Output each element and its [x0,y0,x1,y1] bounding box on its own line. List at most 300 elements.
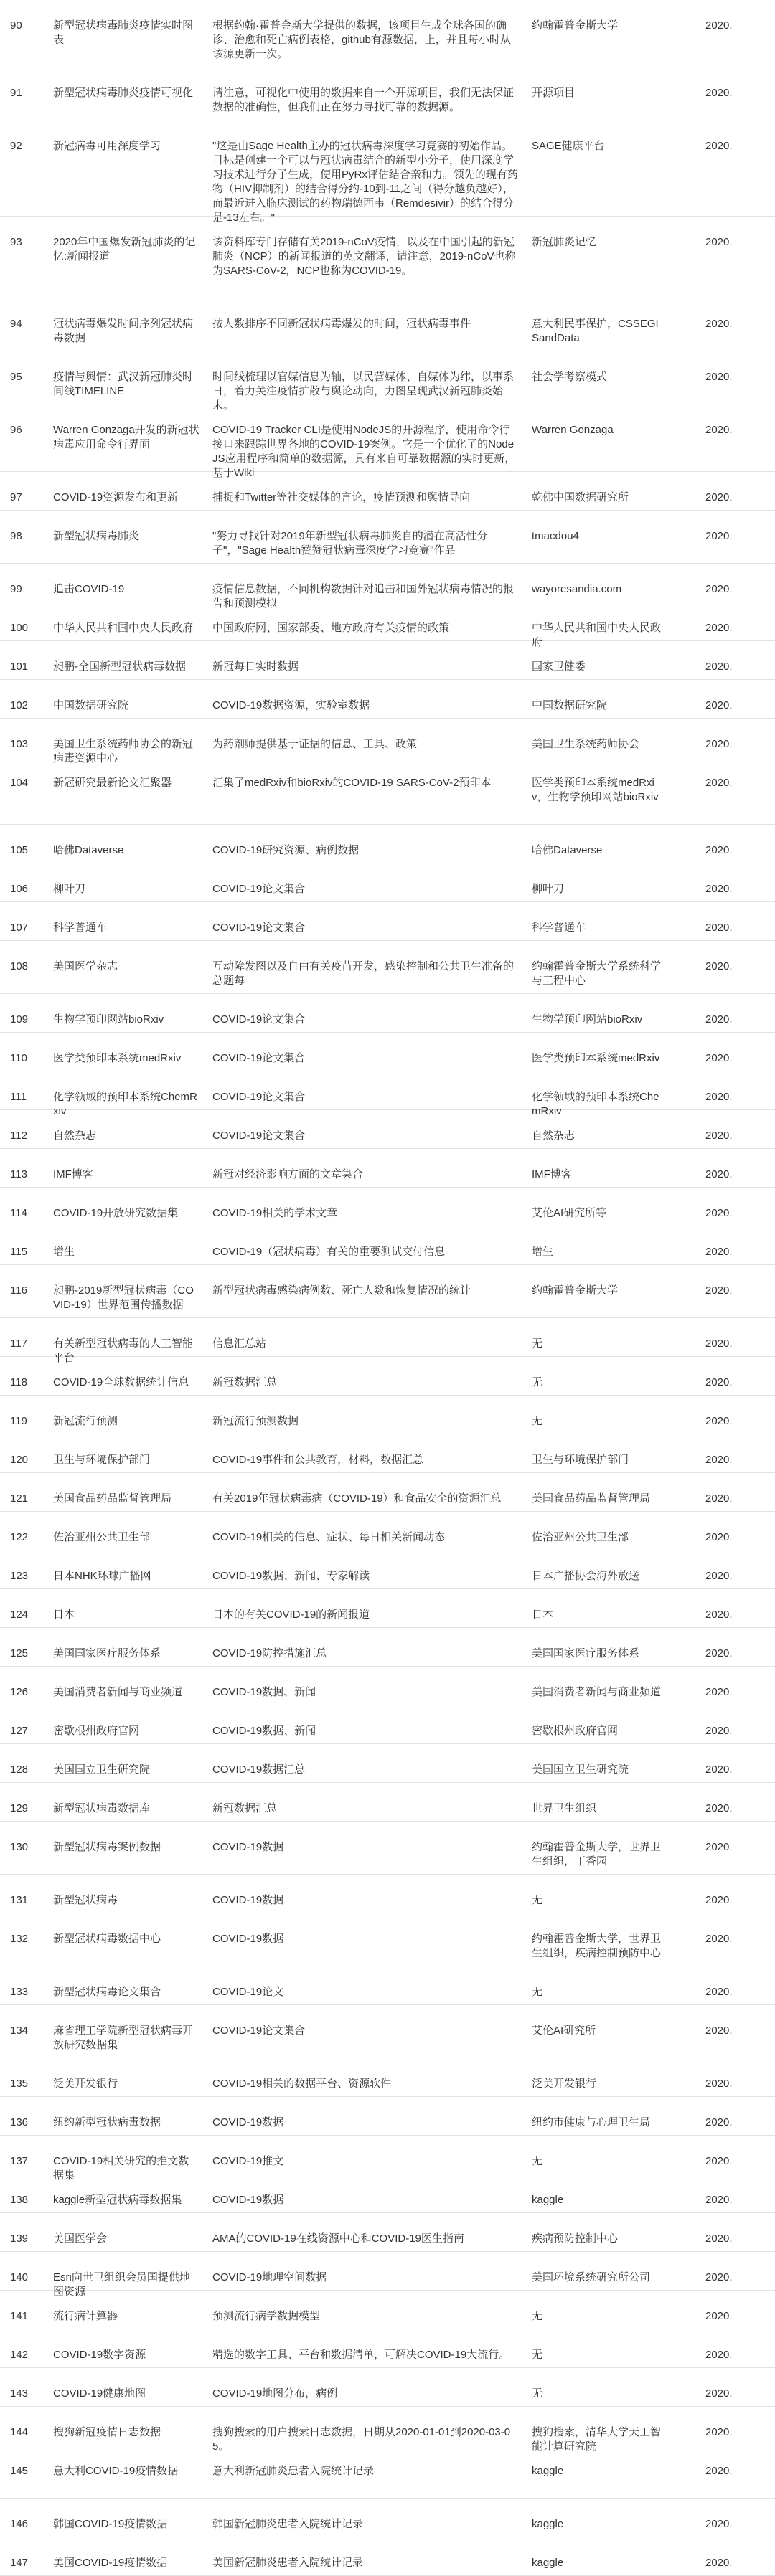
table-row [0,1705,775,1744]
dataset-date: 2020. [705,2349,733,2361]
dataset-description: COVID-19（冠状病毒）有关的重要测试交付信息 [212,1246,446,1258]
row-number: 91 [10,87,22,99]
dataset-source: 纽约市健康与心理卫生局 [532,2116,651,2128]
dataset-source: 医学类预印本系统medRxiv，生物学预印网站bioRxiv [532,777,659,803]
dataset-date: 2020. [705,491,733,503]
dataset-source: 无 [532,2349,543,2361]
table-row [0,2097,775,2136]
dataset-date: 2020. [705,2155,733,2167]
dataset-date: 2020. [705,2465,733,2477]
dataset-description: 汇集了medRxiv和bioRxiv的COVID-19 SARS-CoV-2预印本 [212,777,492,789]
dataset-description: COVID-19数据 [212,1894,284,1906]
dataset-date: 2020. [705,1337,733,1350]
row-number: 104 [10,777,29,789]
table-row [0,298,775,351]
dataset-name: 中华人民共和国中央人民政府 [53,622,194,634]
table-row [0,1875,775,1913]
dataset-source: 卫生与环境保护部门 [532,1454,629,1466]
table-row [0,1396,775,1434]
dataset-description: COVID-19数据、新闻 [212,1686,316,1698]
dataset-name: 生物学预印网站bioRxiv [53,1013,164,1026]
dataset-name: 密歇根州政府官网 [53,1725,140,1737]
dataset-description: COVID-19事件和公共教育，材料，数据汇总 [212,1454,424,1466]
dataset-description: 按人数排序不同新冠状病毒爆发的时间，冠状病毒事件 [212,318,471,330]
dataset-description: 新冠每日实时数据 [212,660,299,673]
table-row [0,217,775,298]
dataset-description: 新冠对经济影响方面的文章集合 [212,1168,364,1180]
dataset-name: 化学领域的预印本系统ChemRxiv [53,1091,197,1117]
dataset-name: 佐治亚州公共卫生部 [53,1531,151,1543]
dataset-name: 疫情与舆情：武汉新冠肺炎时间线TIMELINE [53,371,194,397]
dataset-date: 2020. [705,2116,733,2128]
row-number: 100 [10,622,29,634]
dataset-name: IMF博客 [53,1168,93,1180]
dataset-source: 无 [532,1415,543,1427]
table-row [0,1589,775,1628]
row-number: 109 [10,1013,29,1026]
dataset-name: 自然杂志 [53,1130,97,1142]
row-number: 112 [10,1130,27,1142]
dataset-source: 新冠肺炎记忆 [532,236,597,248]
dataset-date: 2020. [705,1841,733,1853]
dataset-source: 哈佛Dataverse [532,844,603,856]
dataset-date: 2020. [705,1052,733,1064]
dataset-name: 纽约新型冠状病毒数据 [53,2116,161,2128]
table-row [0,941,775,994]
dataset-description: 信息汇总站 [212,1337,267,1350]
table-row [0,902,775,941]
dataset-description: COVID-19论文集合 [212,1052,306,1064]
dataset-name: 有关新型冠状病毒的人工智能平台 [53,1337,194,1364]
row-number: 140 [10,2271,29,2283]
row-number: 132 [10,1933,29,1945]
dataset-name: COVID-19全球数据统计信息 [53,1376,189,1388]
dataset-date: 2020. [705,2194,733,2206]
dataset-name: 麻省理工学院新型冠状病毒开放研究数据集 [53,2025,194,2051]
table-row [0,680,775,719]
dataset-description: 新冠流行预测数据 [212,1415,299,1427]
dataset-name: 美国医学杂志 [53,960,118,972]
dataset-name: 美国消费者新闻与商业频道 [53,1686,183,1698]
dataset-date: 2020. [705,738,733,750]
dataset-date: 2020. [705,922,733,934]
row-number: 130 [10,1841,29,1853]
dataset-description: "这是由Sage Health主办的冠状病毒深度学习竞赛的初始作品。目标是创建一个可以与冠状病毒结合的新型小分子，使用深度学习技术进行分子生成，使用PyRx评估结合亲和力。领先的现有药物（HIV抑制剂）的结合得分约-10到-11之间（得分越负越好），而最近进入临床测试的药物瑞德西韦（Remdesivir）的结合得分是-13左右。" [212,140,518,224]
dataset-name: 新冠研究最新论文汇聚器 [53,777,172,789]
dataset-description: 有关2019年冠状病毒病（COVID-19）和食品安全的资源汇总 [212,1492,502,1505]
dataset-source: 柳叶刀 [532,883,565,895]
dataset-source: 日本广播协会海外放送 [532,1570,640,1582]
table-row [0,351,775,412]
row-number: 136 [10,2116,29,2128]
dataset-name: 美国食品药品监督管理局 [53,1492,172,1505]
dataset-date: 2020. [705,1091,733,1103]
table-row [0,2136,775,2182]
dataset-source: 日本 [532,1609,554,1621]
dataset-description: 预测流行病学数据模型 [212,2310,321,2322]
row-number: 141 [10,2310,29,2322]
row-number: 115 [10,1246,27,1258]
row-number: 94 [10,318,22,330]
dataset-date: 2020. [705,1986,733,1998]
dataset-name: 新型冠状病毒案例数据 [53,1841,161,1853]
dataset-description: 捕捉和Twitter等社交媒体的言论，疫情预测和舆情导向 [212,491,471,503]
table-row [0,2407,775,2453]
dataset-description: 新冠数据汇总 [212,1376,278,1388]
row-number: 103 [10,738,29,750]
dataset-date: 2020. [705,1609,733,1621]
dataset-source: 泛美开发银行 [532,2078,597,2090]
dataset-date: 2020. [705,2426,733,2438]
dataset-date: 2020. [705,1802,733,1814]
table-row [0,2499,775,2537]
table-row [0,1318,775,1364]
dataset-description: COVID-19相关的信息、症状、每日相关新闻动态 [212,1531,446,1543]
dataset-description: 意大利新冠肺炎患者入院统计记录 [212,2465,375,2477]
table-row [0,564,775,610]
dataset-name: COVID-19开放研究数据集 [53,1207,179,1219]
dataset-name: 柳叶刀 [53,883,86,895]
row-number: 105 [10,844,29,856]
dataset-source: 社会学考察模式 [532,371,608,383]
dataset-date: 2020. [705,1168,733,1180]
dataset-description: COVID-19推文 [212,2155,284,2167]
row-number: 96 [10,424,22,436]
row-number: 127 [10,1725,29,1737]
row-number: 108 [10,960,29,972]
row-number: 90 [10,19,22,32]
dataset-source: 约翰霍普金斯大学，世界卫生组织，疾病控制预防中心 [532,1933,662,1959]
dataset-date: 2020. [705,777,733,789]
dataset-description: "努力寻找针对2019年新型冠状病毒肺炎自的潜在高活性分子"，"Sage Health赞赞冠状病毒深度学习竞赛"作品 [212,530,488,557]
dataset-date: 2020. [705,1246,733,1258]
row-number: 119 [10,1415,27,1427]
row-number: 134 [10,2025,29,2037]
dataset-description: 时间线梳理以官媒信息为轴，以民营媒体、自媒体为纬，以事系日，着力关注疫情扩散与舆论动向，力图呈现武汉新冠肺炎始末。 [212,371,515,412]
dataset-description: COVID-19数据、新闻 [212,1725,316,1737]
row-number: 117 [10,1337,27,1350]
dataset-source: 无 [532,1894,543,1906]
table-row [0,1512,775,1550]
dataset-name: 医学类预印本系统medRxiv [53,1052,182,1064]
dataset-date: 2020. [705,1013,733,1026]
table-row [0,67,775,120]
dataset-date: 2020. [705,530,733,542]
dataset-date: 2020. [705,1686,733,1698]
dataset-name: 泛美开发银行 [53,2078,118,2090]
dataset-name: 新型冠状病毒论文集合 [53,1986,161,1998]
dataset-source: 美国国立卫生研究院 [532,1763,629,1776]
dataset-name: 新型冠状病毒 [53,1894,118,1906]
dataset-name: 新型冠状病毒数据库 [53,1802,151,1814]
dataset-date: 2020. [705,1415,733,1427]
row-number: 135 [10,2078,29,2090]
dataset-name: Esri向世卫组织会员国提供地图资源 [53,2271,190,2298]
dataset-source: 美国食品药品监督管理局 [532,1492,651,1505]
dataset-name: 新型冠状病毒肺炎疫情实时图表 [53,19,194,46]
dataset-name: 冠状病毒爆发时间序列冠状病毒数据 [53,318,194,344]
dataset-source: 美国国家医疗服务体系 [532,1647,640,1659]
dataset-source: 无 [532,1376,543,1388]
dataset-source: 无 [532,2155,543,2167]
dataset-date: 2020. [705,1492,733,1505]
dataset-description: 请注意，可视化中使用的数据来自一个开源项目，我们无法保证数据的准确性，但我们正在努力寻找可靠的数据源。 [212,87,515,113]
table-row [0,1783,775,1822]
dataset-source: 生物学预印网站bioRxiv [532,1013,643,1026]
dataset-source: 约翰霍普金斯大学 [532,19,619,32]
dataset-date: 2020. [705,424,733,436]
dataset-source: kaggle [532,2465,564,2477]
dataset-source: 美国消费者新闻与商业频道 [532,1686,662,1698]
dataset-description: 中国政府网、国家部委、地方政府有关疫情的政策 [212,622,450,634]
dataset-date: 2020. [705,660,733,673]
dataset-source: 开源项目 [532,87,576,99]
row-number: 95 [10,371,22,383]
row-number: 122 [10,1531,29,1543]
dataset-description: 美国新冠肺炎患者入院统计记录 [212,2557,364,2569]
dataset-description: 日本的有关COVID-19的新闻报道 [212,1609,370,1621]
row-number: 92 [10,140,22,152]
dataset-date: 2020. [705,19,733,32]
dataset-name: 美国COVID-19疫情数据 [53,2557,168,2569]
dataset-name: 追击COVID-19 [53,583,125,595]
row-number: 137 [10,2155,29,2167]
dataset-source: 约翰霍普金斯大学系统科学与工程中心 [532,960,662,987]
dataset-source: 科学普通车 [532,922,586,934]
row-number: 125 [10,1647,29,1659]
dataset-source: kaggle [532,2194,564,2206]
dataset-date: 2020. [705,622,733,634]
dataset-name: 新型冠状病毒肺炎 [53,530,140,542]
dataset-date: 2020. [705,1647,733,1659]
row-number: 120 [10,1454,29,1466]
dataset-source: SAGE健康平台 [532,140,605,152]
table-row [0,1226,775,1265]
table-row [0,1667,775,1705]
row-number: 142 [10,2349,29,2361]
dataset-source: 中国数据研究院 [532,699,608,711]
dataset-description: COVID-19研究资源、病例数据 [212,844,360,856]
dataset-name: kaggle新型冠状病毒数据集 [53,2194,182,2206]
row-number: 114 [10,1207,27,1219]
table-row [0,1744,775,1783]
dataset-date: 2020. [705,371,733,383]
dataset-description: COVID-19防控措施汇总 [212,1647,327,1659]
dataset-description: COVID-19论文集合 [212,883,306,895]
table-row [0,719,775,764]
row-number: 126 [10,1686,29,1698]
dataset-name: 新型冠状病毒数据中心 [53,1933,161,1945]
row-number: 106 [10,883,29,895]
dataset-name: 昶鹏-2019新型冠状病毒（COVID-19）世界范围传播数据 [53,1284,194,1311]
dataset-name: Warren Gonzaga开发的新冠状病毒应用命令行界面 [53,424,199,450]
dataset-source: 化学领域的预印本系统ChemRxiv [532,1091,659,1117]
table-row [0,2329,775,2368]
dataset-name: 韩国COVID-19疫情数据 [53,2518,168,2530]
row-number: 116 [10,1284,27,1297]
dataset-date: 2020. [705,2232,733,2245]
dataset-source: 医学类预印本系统medRxiv [532,1052,660,1064]
dataset-name: 搜狗新冠疫情日志数据 [53,2426,161,2438]
dataset-source: kaggle [532,2557,564,2569]
dataset-date: 2020. [705,2025,733,2037]
dataset-source: tmacdou4 [532,530,579,542]
dataset-date: 2020. [705,1130,733,1142]
table-row [0,994,775,1033]
dataset-source: 中华人民共和国中央人民政府 [532,622,662,648]
dataset-date: 2020. [705,1894,733,1906]
dataset-description: COVID-19论文集合 [212,922,306,934]
dataset-source: 约翰霍普金斯大学，世界卫生组织，丁香园 [532,1841,662,1867]
table-row [0,2537,775,2576]
dataset-source: 国家卫健委 [532,660,586,673]
row-number: 110 [10,1052,27,1064]
dataset-description: 疫情信息数据，不同机构数据针对追击和国外冠状病毒情况的报告和预测模拟 [212,583,515,610]
table-row [0,2252,775,2298]
table-row [0,2213,775,2252]
dataset-description: COVID-19数据汇总 [212,1763,306,1776]
row-number: 93 [10,236,22,248]
dataset-description: COVID-19数据 [212,1933,284,1945]
dataset-date: 2020. [705,140,733,152]
row-number: 139 [10,2232,29,2245]
dataset-source: wayoresandia.com [532,583,622,595]
dataset-description: COVID-19论文集合 [212,1130,306,1142]
dataset-name: 新冠病毒可用深度学习 [53,140,161,152]
table-row [0,1265,775,1318]
dataset-source: 约翰霍普金斯大学 [532,1284,619,1297]
dataset-date: 2020. [705,2310,733,2322]
dataset-name: 流行病计算器 [53,2310,118,2322]
table-row [0,2058,775,2097]
dataset-source: 美国环境系统研究所公司 [532,2271,651,2283]
dataset-name: 美国国立卫生研究院 [53,1763,151,1776]
row-number: 118 [10,1376,27,1388]
dataset-name: 美国国家医疗服务体系 [53,1647,161,1659]
dataset-description: 搜狗搜索的用户搜索日志数据，日期从2020-01-01到2020-03-05。 [212,2426,511,2453]
dataset-date: 2020. [705,318,733,330]
dataset-date: 2020. [705,87,733,99]
dataset-name: 新冠流行预测 [53,1415,118,1427]
dataset-date: 2020. [705,1207,733,1219]
table-row [0,120,775,224]
table-row [0,1071,775,1117]
dataset-description: COVID-19数据 [212,2194,284,2206]
row-number: 129 [10,1802,29,1814]
table-row [0,825,775,863]
table-row [0,1913,775,1966]
table-row [0,0,775,67]
dataset-date: 2020. [705,1725,733,1737]
dataset-date: 2020. [705,844,733,856]
table-row [0,511,775,564]
dataset-source: Warren Gonzaga [532,424,614,436]
dataset-description: COVID-19论文 [212,1986,284,1998]
table-row [0,1822,775,1875]
dataset-name: COVID-19数字资源 [53,2349,146,2361]
dataset-source: 自然杂志 [532,1130,576,1142]
dataset-name: 卫生与环境保护部门 [53,1454,151,1466]
row-number: 113 [10,1168,27,1180]
table-row [0,1434,775,1473]
row-number: 102 [10,699,29,711]
row-number: 123 [10,1570,29,1582]
dataset-description: 互动障发图以及自由有关疫苗开发，感染控制和公共卫生准备的总题每 [212,960,515,987]
table-row [0,2005,775,2058]
table-row [0,2368,775,2407]
dataset-source: 佐治亚州公共卫生部 [532,1531,629,1543]
dataset-description: COVID-19 Tracker CLI是使用NodeJS的开源程序，使用命令行接口来跟踪世界各地的COVID-19案例。它是一个优化了的NodeJS应用程序和简单的数据源，具有来自可靠数据源的实时更新，基于Wiki [212,424,516,479]
dataset-source: 艾伦AI研究所等 [532,1207,607,1219]
row-number: 124 [10,1609,29,1621]
row-number: 107 [10,922,29,934]
dataset-description: COVID-19数据资源，实验室数据 [212,699,370,711]
row-number: 111 [10,1091,27,1103]
dataset-date: 2020. [705,2078,733,2090]
dataset-description: COVID-19相关的数据平台、资源软件 [212,2078,392,2090]
dataset-date: 2020. [705,2387,733,2400]
dataset-source: 搜狗搜索，清华大学天工智能计算研究院 [532,2426,662,2453]
dataset-description: COVID-19数据 [212,2116,284,2128]
dataset-source: 意大利民事保护，CSSEGISandData [532,318,659,344]
dataset-name: 意大利COVID-19疫情数据 [53,2465,179,2477]
table-row [0,1033,775,1071]
table-row [0,404,775,479]
dataset-name: 新型冠状病毒肺炎疫情可视化 [53,87,194,99]
dataset-description: AMA的COVID-19在线资源中心和COVID-19医生指南 [212,2232,464,2245]
dataset-date: 2020. [705,1284,733,1297]
dataset-date: 2020. [705,960,733,972]
dataset-source: 增生 [532,1246,554,1258]
table-row [0,1188,775,1226]
dataset-date: 2020. [705,2518,733,2530]
row-number: 98 [10,530,22,542]
dataset-date: 2020. [705,2271,733,2283]
row-number: 121 [10,1492,29,1505]
dataset-name: COVID-19资源发布和更新 [53,491,179,503]
row-number: 144 [10,2426,29,2438]
dataset-date: 2020. [705,699,733,711]
dataset-name: 哈佛Dataverse [53,844,124,856]
table-row [0,1628,775,1667]
dataset-name: COVID-19健康地图 [53,2387,146,2400]
dataset-source: 美国卫生系统药师协会 [532,738,640,750]
table-row [0,1966,775,2005]
dataset-source: 世界卫生组织 [532,1802,597,1814]
dataset-description: COVID-19论文集合 [212,1013,306,1026]
dataset-name: 中国数据研究院 [53,699,129,711]
dataset-source: 无 [532,2310,543,2322]
row-number: 145 [10,2465,29,2477]
dataset-name: 美国卫生系统药师协会的新冠病毒资源中心 [53,738,194,764]
dataset-source: kaggle [532,2518,564,2530]
dataset-date: 2020. [705,236,733,248]
table-row [0,1473,775,1512]
dataset-name: 科学普通车 [53,922,108,934]
table-row [0,757,775,825]
dataset-date: 2020. [705,1763,733,1776]
dataset-date: 2020. [705,1454,733,1466]
dataset-date: 2020. [705,2557,733,2569]
dataset-name: 日本NHK环球广播网 [53,1570,151,1582]
dataset-date: 2020. [705,1933,733,1945]
row-number: 147 [10,2557,29,2569]
dataset-source: IMF博客 [532,1168,572,1180]
row-number: 133 [10,1986,29,1998]
dataset-name: 昶鹏-全国新型冠状病毒数据 [53,660,186,673]
dataset-description: 新型冠状病毒感染病例数、死亡人数和恢复情况的统计 [212,1284,471,1297]
dataset-source: 无 [532,1986,543,1998]
